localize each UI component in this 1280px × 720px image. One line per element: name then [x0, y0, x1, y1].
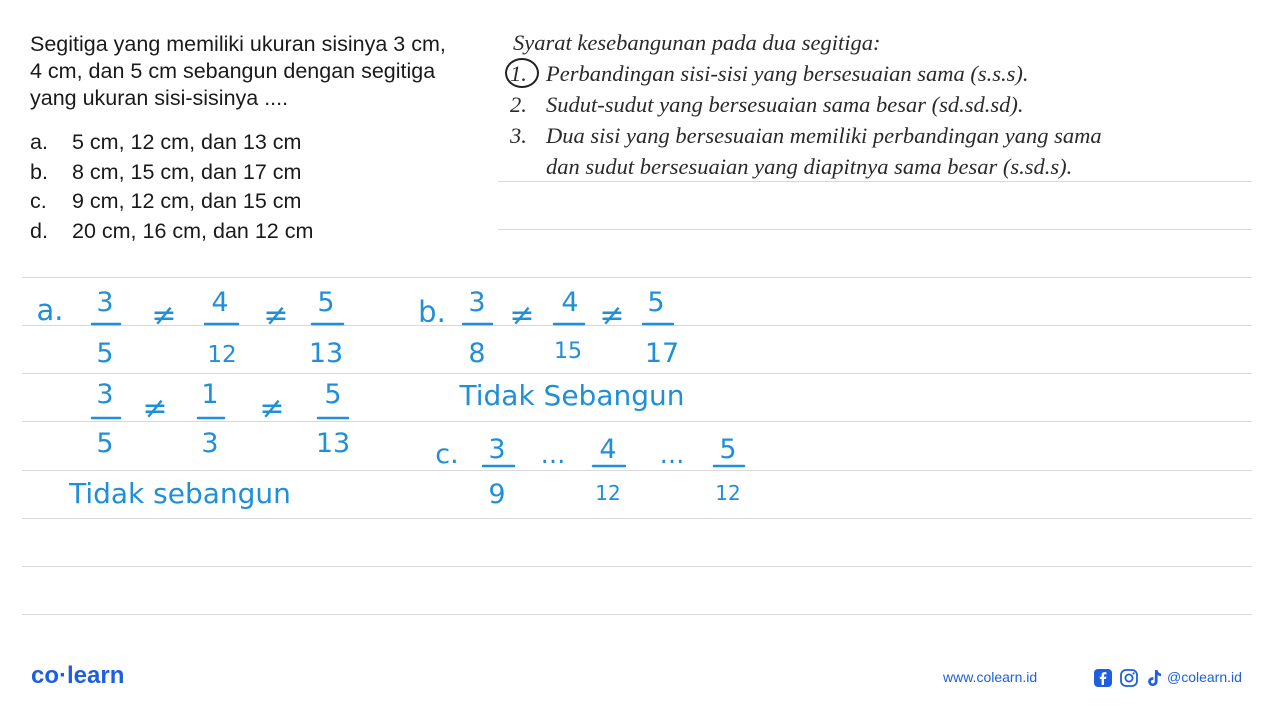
hw-not-equal: ≠ — [509, 298, 535, 333]
tiktok-icon[interactable] — [1144, 668, 1164, 688]
hw-ellipsis: ... — [540, 440, 566, 470]
hw-not-equal: ≠ — [263, 298, 289, 333]
option-label: c. — [30, 189, 47, 213]
hw-numerator: 3 — [96, 287, 114, 318]
hw-numerator: 1 — [201, 379, 219, 410]
hw-numerator: 3 — [96, 379, 114, 410]
hw-not-equal: ≠ — [599, 298, 625, 333]
instagram-icon[interactable] — [1119, 668, 1139, 688]
rule-text: dan sudut bersesuaian yang diapitnya sama besar (s.sd.s). — [546, 154, 1073, 179]
option-text: 5 cm, 12 cm, dan 13 cm — [72, 130, 302, 154]
option-text: 8 cm, 15 cm, dan 17 cm — [72, 159, 302, 184]
hw-numerator: 5 — [317, 287, 335, 318]
hw-ellipsis: ... — [659, 440, 685, 470]
option-label: d. — [30, 218, 48, 243]
question-line: yang ukuran sisi-sisinya .... — [30, 86, 289, 110]
hw-conclusion-a: Tidak sebangun — [69, 477, 291, 510]
hw-numerator: 4 — [599, 434, 617, 465]
hw-numerator: 5 — [647, 287, 665, 318]
hw-denominator: 8 — [468, 338, 486, 369]
logo-separator-dot: · — [59, 662, 68, 689]
hw-not-equal: ≠ — [142, 391, 168, 426]
rule-number: 1. — [510, 61, 527, 86]
logo-text-co: co — [31, 662, 60, 689]
hw-label-c: c. — [435, 439, 459, 470]
hw-not-equal: ≠ — [151, 298, 177, 333]
hw-denominator: 5 — [96, 428, 114, 459]
hw-denominator: 9 — [488, 479, 506, 510]
facebook-icon[interactable] — [1093, 668, 1113, 688]
hw-conclusion-b: Tidak Sebangun — [459, 379, 685, 412]
hw-denominator: 15 — [554, 339, 582, 364]
hw-denominator: 13 — [308, 338, 344, 369]
option-label: b. — [30, 159, 48, 184]
option-text: 20 cm, 16 cm, dan 12 cm — [72, 218, 314, 243]
rule-text: Dua sisi yang bersesuaian memiliki perbandingan yang sama — [546, 123, 1102, 148]
rule-number: 2. — [510, 92, 527, 117]
question-line: 4 cm, dan 5 cm sebangun dengan segitiga — [30, 59, 436, 83]
hw-label-a: a. — [36, 293, 64, 327]
rule-number: 3. — [510, 123, 527, 148]
hw-numerator: 5 — [719, 434, 737, 465]
option-label: a. — [30, 130, 48, 154]
hw-numerator: 3 — [488, 434, 506, 465]
option-text: 9 cm, 12 cm, dan 15 cm — [72, 189, 302, 213]
hw-denominator: 12 — [715, 481, 741, 505]
rules-heading: Syarat kesebangunan pada dua segitiga: — [513, 30, 881, 55]
hw-label-b: b. — [418, 295, 446, 329]
hw-numerator: 3 — [468, 287, 486, 318]
hw-numerator: 5 — [324, 379, 342, 410]
question-line: Segitiga yang memiliki ukuran sisinya 3 cm, — [30, 32, 446, 56]
logo-text-learn: learn — [67, 662, 125, 689]
hw-denominator: 12 — [207, 342, 237, 368]
hw-not-equal: ≠ — [259, 391, 285, 426]
rule-text: Perbandingan sisi-sisi yang bersesuaian sama (s.s.s). — [546, 61, 1029, 86]
hw-denominator: 3 — [201, 428, 219, 459]
hw-denominator: 12 — [595, 481, 621, 505]
hw-denominator: 13 — [315, 428, 351, 459]
rule-text: Sudut-sudut yang bersesuaian sama besar (sd.sd.sd). — [546, 92, 1024, 117]
colearn-logo — [31, 662, 124, 690]
hw-denominator: 17 — [644, 338, 680, 369]
social-handle[interactable]: @colearn.id — [1167, 669, 1242, 685]
hw-denominator: 5 — [96, 338, 114, 369]
website-link[interactable]: www.colearn.id — [943, 669, 1038, 685]
hw-numerator: 4 — [561, 287, 579, 318]
hw-numerator: 4 — [211, 287, 229, 318]
